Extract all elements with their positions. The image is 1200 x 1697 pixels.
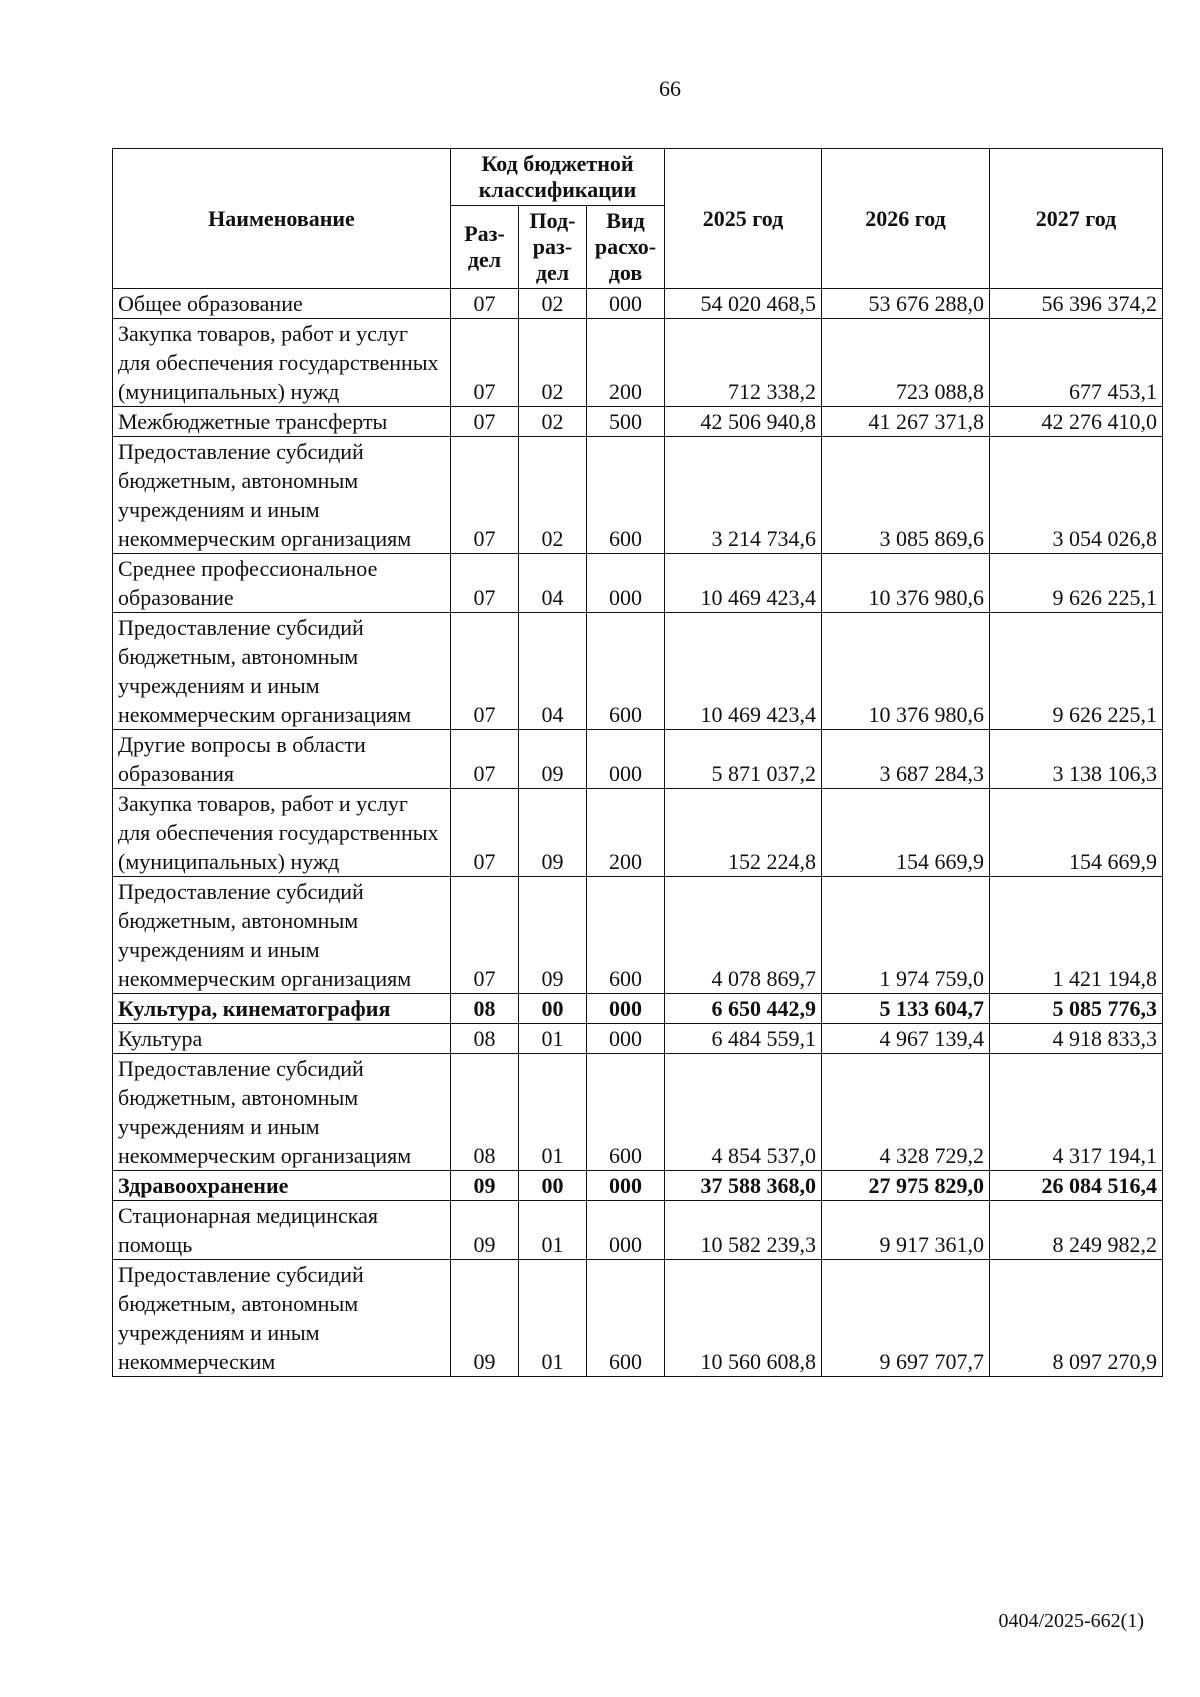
table-header	[113, 149, 1163, 289]
row-value-2026: 9 697 707,7	[822, 1260, 990, 1377]
row-section-code: 09	[451, 1260, 519, 1377]
row-expense-type-code: 000	[587, 1024, 665, 1054]
row-value-2025: 3 214 734,6	[665, 437, 822, 554]
row-subsection-code: 02	[519, 289, 587, 319]
row-value-2026: 4 967 139,4	[822, 1024, 990, 1054]
row-expense-type-code: 600	[587, 1054, 665, 1171]
row-expense-type-code: 000	[587, 289, 665, 319]
header-code-group: Код бюджетной классификации	[451, 149, 665, 206]
row-expense-type-code: 000	[587, 1201, 665, 1260]
row-value-2027: 26 084 516,4	[990, 1171, 1163, 1201]
row-subsection-code: 00	[519, 1171, 587, 1201]
row-value-2027: 8 097 270,9	[990, 1260, 1163, 1377]
row-expense-type-code: 600	[587, 437, 665, 554]
row-name: Предоставление субсидий бюджетным, автономным учреждениям и иным некоммерческим	[113, 1260, 451, 1377]
header-year-2026: 2026 год	[822, 149, 990, 289]
row-name: Закупка товаров, работ и услуг для обеспечения государственных (муниципальных) нужд	[113, 789, 451, 877]
row-value-2026: 1 974 759,0	[822, 877, 990, 994]
header-section: Раз-дел	[451, 206, 519, 289]
row-subsection-code: 02	[519, 437, 587, 554]
row-value-2026: 10 376 980,6	[822, 613, 990, 730]
row-section-code: 08	[451, 1054, 519, 1171]
table-row	[113, 1171, 1163, 1201]
row-value-2027: 42 276 410,0	[990, 407, 1163, 437]
row-subsection-code: 01	[519, 1054, 587, 1171]
row-expense-type-code: 000	[587, 994, 665, 1024]
table-row	[113, 1260, 1163, 1377]
row-value-2025: 5 871 037,2	[665, 730, 822, 789]
row-value-2025: 152 224,8	[665, 789, 822, 877]
row-name: Культура	[113, 1024, 451, 1054]
row-value-2025: 712 338,2	[665, 319, 822, 407]
row-expense-type-code: 000	[587, 1171, 665, 1201]
header-year-2027: 2027 год	[990, 149, 1163, 289]
table-row	[113, 1054, 1163, 1171]
table-row	[113, 877, 1163, 994]
row-value-2027: 3 054 026,8	[990, 437, 1163, 554]
row-value-2025: 4 078 869,7	[665, 877, 822, 994]
row-subsection-code: 02	[519, 319, 587, 407]
row-value-2025: 10 582 239,3	[665, 1201, 822, 1260]
row-name: Межбюджетные трансферты	[113, 407, 451, 437]
row-value-2026: 4 328 729,2	[822, 1054, 990, 1171]
row-section-code: 07	[451, 789, 519, 877]
row-expense-type-code: 600	[587, 613, 665, 730]
row-name: Предоставление субсидий бюджетным, автономным учреждениям и иным некоммерческим организациям	[113, 613, 451, 730]
row-value-2025: 37 588 368,0	[665, 1171, 822, 1201]
table-row	[113, 730, 1163, 789]
row-name: Предоставление субсидий бюджетным, автономным учреждениям и иным некоммерческим организациям	[113, 437, 451, 554]
header-subsection: Под-раз-дел	[519, 206, 587, 289]
row-subsection-code: 09	[519, 789, 587, 877]
row-expense-type-code: 200	[587, 319, 665, 407]
row-expense-type-code: 500	[587, 407, 665, 437]
row-subsection-code: 09	[519, 730, 587, 789]
row-value-2027: 56 396 374,2	[990, 289, 1163, 319]
row-value-2027: 5 085 776,3	[990, 994, 1163, 1024]
row-expense-type-code: 600	[587, 877, 665, 994]
page-number: 66	[659, 76, 681, 101]
row-value-2025: 42 506 940,8	[665, 407, 822, 437]
row-value-2026: 27 975 829,0	[822, 1171, 990, 1201]
row-name: Общее образование	[113, 289, 451, 319]
row-value-2026: 3 085 869,6	[822, 437, 990, 554]
row-subsection-code: 01	[519, 1201, 587, 1260]
row-value-2025: 6 484 559,1	[665, 1024, 822, 1054]
row-name: Предоставление субсидий бюджетным, автономным учреждениям и иным некоммерческим организациям	[113, 877, 451, 994]
table-row	[113, 1201, 1163, 1260]
row-section-code: 09	[451, 1171, 519, 1201]
row-subsection-code: 00	[519, 994, 587, 1024]
row-value-2025: 54 020 468,5	[665, 289, 822, 319]
row-section-code: 07	[451, 289, 519, 319]
row-section-code: 07	[451, 554, 519, 613]
row-name: Предоставление субсидий бюджетным, автономным учреждениям и иным некоммерческим организациям	[113, 1054, 451, 1171]
row-name: Другие вопросы в области образования	[113, 730, 451, 789]
table-row	[113, 289, 1163, 319]
row-subsection-code: 01	[519, 1260, 587, 1377]
row-section-code: 07	[451, 877, 519, 994]
row-subsection-code: 09	[519, 877, 587, 994]
row-value-2027: 9 626 225,1	[990, 613, 1163, 730]
row-value-2025: 4 854 537,0	[665, 1054, 822, 1171]
row-subsection-code: 04	[519, 554, 587, 613]
row-value-2026: 723 088,8	[822, 319, 990, 407]
table-row	[113, 613, 1163, 730]
row-section-code: 07	[451, 437, 519, 554]
row-section-code: 08	[451, 994, 519, 1024]
table-body	[113, 289, 1163, 1377]
row-expense-type-code: 600	[587, 1260, 665, 1377]
row-value-2025: 10 469 423,4	[665, 554, 822, 613]
row-name: Закупка товаров, работ и услуг для обеспечения государственных (муниципальных) нужд	[113, 319, 451, 407]
table-row	[113, 319, 1163, 407]
row-name: Здравоохранение	[113, 1171, 451, 1201]
table-row	[113, 554, 1163, 613]
row-section-code: 07	[451, 730, 519, 789]
row-value-2027: 4 918 833,3	[990, 1024, 1163, 1054]
row-value-2026: 154 669,9	[822, 789, 990, 877]
row-value-2025: 10 469 423,4	[665, 613, 822, 730]
table-row	[113, 994, 1163, 1024]
header-year-2025: 2025 год	[665, 149, 822, 289]
header-expense-type: Вид расхо-дов	[587, 206, 665, 289]
document-code: 0404/2025-662(1)	[998, 1610, 1144, 1632]
row-expense-type-code: 000	[587, 554, 665, 613]
header-name: Наименование	[113, 149, 451, 289]
row-value-2027: 8 249 982,2	[990, 1201, 1163, 1260]
row-section-code: 07	[451, 319, 519, 407]
table-row	[113, 1024, 1163, 1054]
row-value-2027: 154 669,9	[990, 789, 1163, 877]
row-value-2026: 53 676 288,0	[822, 289, 990, 319]
row-section-code: 07	[451, 613, 519, 730]
row-value-2026: 41 267 371,8	[822, 407, 990, 437]
row-value-2026: 3 687 284,3	[822, 730, 990, 789]
row-value-2026: 10 376 980,6	[822, 554, 990, 613]
row-expense-type-code: 000	[587, 730, 665, 789]
row-name: Среднее профессиональное образование	[113, 554, 451, 613]
row-subsection-code: 02	[519, 407, 587, 437]
row-value-2026: 5 133 604,7	[822, 994, 990, 1024]
row-subsection-code: 04	[519, 613, 587, 730]
row-value-2027: 677 453,1	[990, 319, 1163, 407]
row-value-2025: 6 650 442,9	[665, 994, 822, 1024]
row-subsection-code: 01	[519, 1024, 587, 1054]
row-name: Стационарная медицинская помощь	[113, 1201, 451, 1260]
row-section-code: 08	[451, 1024, 519, 1054]
table-row	[113, 789, 1163, 877]
row-value-2027: 3 138 106,3	[990, 730, 1163, 789]
row-value-2027: 4 317 194,1	[990, 1054, 1163, 1171]
table-row	[113, 407, 1163, 437]
row-value-2027: 9 626 225,1	[990, 554, 1163, 613]
table-row	[113, 437, 1163, 554]
row-name: Культура, кинематография	[113, 994, 451, 1024]
row-section-code: 09	[451, 1201, 519, 1260]
row-expense-type-code: 200	[587, 789, 665, 877]
row-section-code: 07	[451, 407, 519, 437]
row-value-2027: 1 421 194,8	[990, 877, 1163, 994]
budget-table	[112, 148, 1163, 1377]
row-value-2025: 10 560 608,8	[665, 1260, 822, 1377]
row-value-2026: 9 917 361,0	[822, 1201, 990, 1260]
